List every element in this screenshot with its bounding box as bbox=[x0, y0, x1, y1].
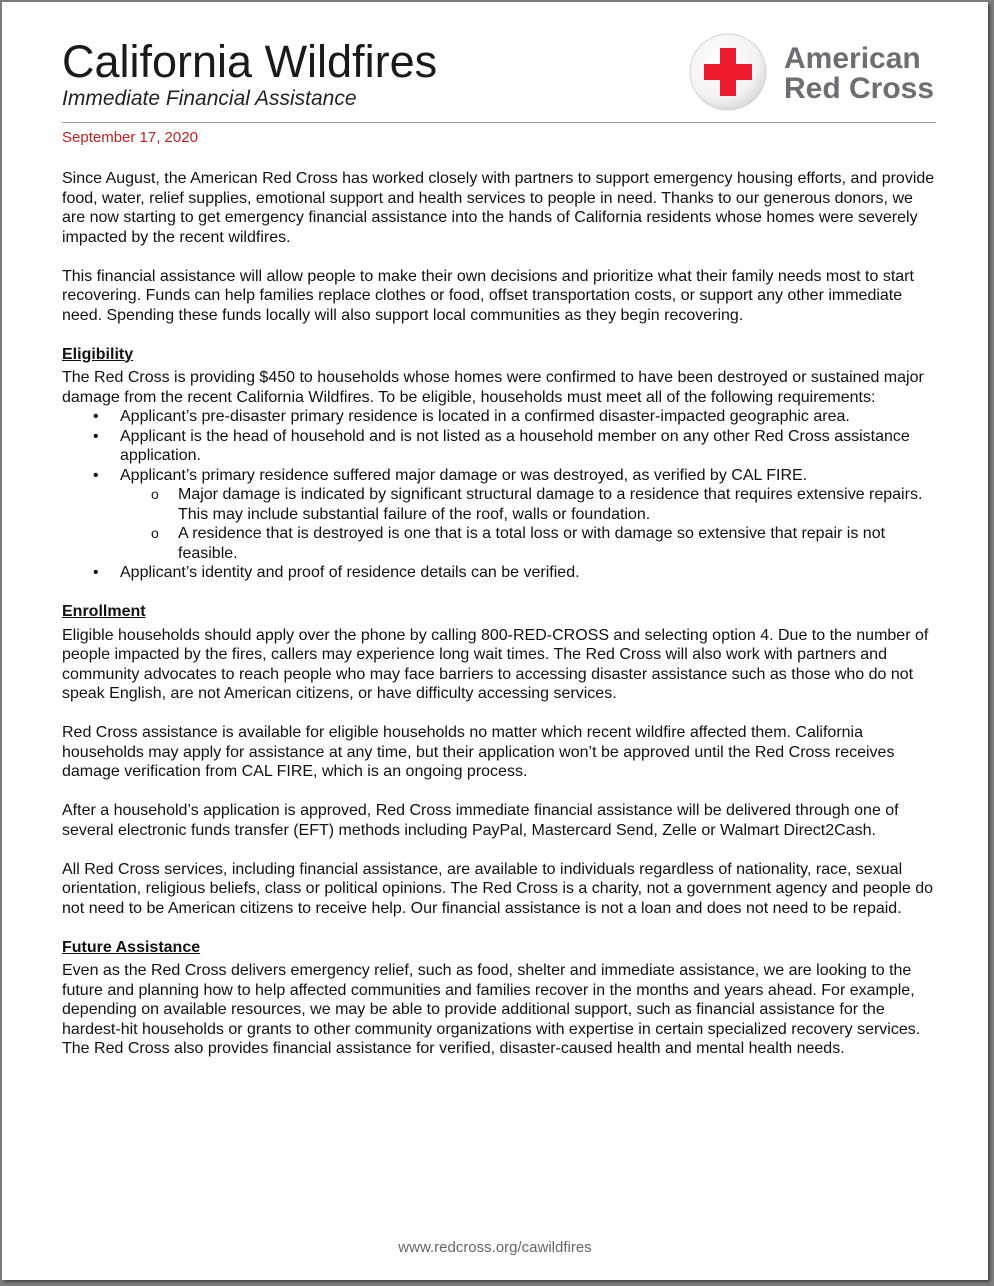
document-body bbox=[62, 169, 938, 1078]
bullet-icon: • bbox=[93, 427, 99, 445]
bullet-icon: • bbox=[93, 564, 99, 581]
logo-line-2: Red Cross bbox=[784, 72, 935, 105]
header-divider bbox=[62, 122, 936, 123]
list-item: • Applicant’s identity and proof of residence details can be verified. bbox=[93, 564, 580, 581]
damage-definitions-list bbox=[120, 485, 938, 563]
document-page bbox=[2, 2, 988, 1280]
eligibility-requirements-list bbox=[62, 407, 938, 583]
page-subtitle: Immediate Financial Assistance bbox=[62, 87, 357, 110]
page-title: California Wildfires bbox=[62, 36, 438, 87]
enrollment-paragraph-2: Red Cross assistance is available for eligible households no matter which recent wildfire affected them. California households may apply for assistance at any time, but their application won’t be approved until the Red Cross receives damage verification from CAL FIRE, which is an ongoing process. bbox=[62, 724, 895, 780]
sub-list-item: o Major damage is indicated by significant structural damage to a residence that requires extensive repairs. This may include substantial failure of the roof, walls or foundation. bbox=[151, 486, 923, 523]
enrollment-paragraph-3: After a household’s application is approved, Red Cross immediate financial assistance will be delivered through one of several electronic funds transfer (EFT) methods including PayPal, Mastercard Send, Zelle or Walmart Direct2Cash. bbox=[62, 802, 899, 839]
future-assistance-heading: Future Assistance bbox=[62, 938, 201, 956]
enrollment-paragraph-1: Eligible households should apply over the phone by calling 800-RED-CROSS and selecting option 4. Due to the number of people impacted by the fires, callers may experience long wait times. The Red Cross will also work with partners and community advocates to reach people who may face barriers to accessing disaster assistance such as those who do not speak English, are not American citizens, or have difficulty accessing services. bbox=[62, 626, 929, 702]
list-item: • Applicant’s primary residence suffered major damage or was destroyed, as verified by CAL FIRE. o Major damage is indicated by significant structural damage to a residence that requires extensive repairs. This may include substantial failure of the roof, walls or foundation. o A residence that is destroyed is one that is a total loss or with damage so extensive that repair is not feasible. bbox=[62, 466, 938, 564]
footer-url[interactable]: www.redcross.org/cawildfires bbox=[398, 1239, 592, 1256]
list-item: • Applicant’s pre-disaster primary residence is located in a confirmed disaster-impacted geographic area. bbox=[93, 408, 850, 425]
eligibility-text: The Red Cross is providing $450 to households whose homes were confirmed to have been destroyed or sustained major damage from the recent California Wildfires. To be eligible, households must meet all of the following requirements: bbox=[62, 369, 924, 406]
eligibility-heading: Eligibility bbox=[62, 345, 134, 363]
circle-bullet-icon: o bbox=[151, 486, 159, 502]
sub-list-item: o A residence that is destroyed is one that is a total loss or with damage so extensive that repair is not feasible. bbox=[151, 525, 886, 562]
bullet-icon: • bbox=[93, 466, 99, 484]
logo-line-1: American bbox=[784, 42, 921, 75]
logo-wordmark bbox=[784, 44, 934, 104]
red-cross-logo bbox=[688, 32, 938, 116]
red-cross-icon bbox=[688, 32, 768, 112]
bullet-icon: • bbox=[93, 408, 99, 425]
list-item: • Applicant is the head of household and is not listed as a household member on any other Red Cross assistance application. bbox=[93, 427, 910, 464]
enrollment-heading: Enrollment bbox=[62, 603, 146, 620]
circle-bullet-icon: o bbox=[151, 525, 159, 541]
enrollment-paragraph-4: All Red Cross services, including financial assistance, are available to individuals regardless of nationality, race, sexual orientation, religious beliefs, class or political opinions. The Red Cross is a charity, not a government agency and people do not need to be American citizens to receive help. Our financial assistance is not a loan and does not need to be repaid. bbox=[62, 860, 934, 917]
intro-paragraph-2: This financial assistance will allow people to make their own decisions and prioritize what their family needs most to start recovering. Funds can help families replace clothes or food, offset transportation costs, or support any other immediate need. Spending these funds locally will also support local communities as they begin recovering. bbox=[62, 267, 914, 324]
publish-date: September 17, 2020 bbox=[62, 129, 198, 146]
intro-paragraph-1: Since August, the American Red Cross has worked closely with partners to support emergency housing efforts, and provide food, water, relief supplies, emotional support and health services to people in need. Thanks to our generous donors, we are now starting to get emergency financial assistance into the hands of California residents whose homes were severely impacted by the recent wildfires. bbox=[62, 170, 935, 246]
future-assistance-paragraph: Even as the Red Cross delivers emergency relief, such as food, shelter and immediate assistance, we are looking to the future and planning how to help affected communities and families recover in the months and years ahead. For example, depending on available resources, we may be able to provide additional support, such as financial assistance for the hardest-hit households or grants to other community organizations with expertise in certain specialized recovery services. The Red Cross also provides financial assistance for verified, disaster-caused health and mental health needs. bbox=[62, 962, 921, 1057]
